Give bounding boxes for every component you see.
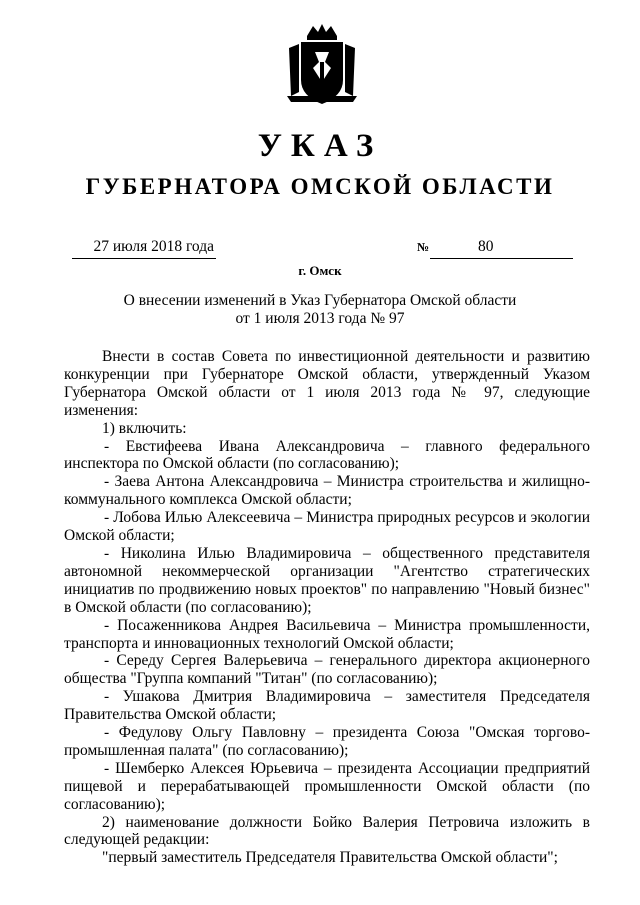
omsk-coat-of-arms-icon	[285, 22, 359, 108]
member-item: - Посаженникова Андрея Васильевича – Министра промышленности, транспорта и инновационных технологий Омской области;	[64, 616, 590, 652]
document-subtitle: ГУБЕРНАТОРА ОМСКОЙ ОБЛАСТИ	[85, 174, 555, 199]
document-heading	[0, 292, 640, 328]
member-item: - Середу Сергея Валерьевича – генерального директора акционерного общества "Группа компаний "Титан" (по согласованию);	[64, 652, 590, 688]
item-1: 1) включить:	[102, 419, 187, 437]
number-label: №	[417, 240, 430, 254]
member-item: - Заева Антона Александровича – Министра строительства и жилищно-коммунального комплекса Омской области;	[64, 473, 590, 509]
member-item: - Николина Илью Владимировича – общественного представителя автономной некоммерческой организации "Агентство стратегических инициатив по продвижению новых проектов" по направлению "Новый бизнес" в Омской области (по согласованию);	[64, 544, 590, 616]
member-item: - Шемберко Алексея Юрьевича – президента Ассоциации предприятий пищевой и перерабатывающей промышленности Омской области (по согласованию);	[64, 759, 590, 813]
member-item: - Евстифеева Ивана Александровича – главного федерального инспектора по Омской области (по согласованию);	[64, 437, 590, 473]
document-number: 80	[430, 236, 573, 259]
heading-line-2: от 1 июля 2013 года № 97	[235, 310, 405, 327]
document-body	[64, 348, 590, 867]
intro-paragraph: Внести в состав Совета по инвестиционной деятельности и развитию конкуренции при Губернаторе Омской области, утвержденный Указом Губернатора Омской области от 1 июля 2013 года № 97, следующие изменения:	[64, 348, 590, 419]
item-2: 2) наименование должности Бойко Валерия Петровича изложить в следующей редакции:	[64, 813, 590, 849]
heading-line-1: О внесении изменений в Указ Губернатора Омской области	[123, 292, 517, 309]
item-2-quote: "первый заместитель Председателя Правительства Омской области";	[102, 849, 558, 867]
member-item: - Федулову Ольгу Павловну – президента Союза "Омская торгово-промышленная палата" (по согласованию);	[64, 724, 590, 759]
document-title: УКАЗ	[257, 128, 383, 164]
member-item: - Лобова Илью Алексеевича – Министра природных ресурсов и экологии Омской области;	[64, 509, 590, 545]
member-item: - Ушакова Дмитрия Владимировича – заместителя Председателя Правительства Омской области;	[64, 688, 590, 724]
document-date: 27 июля 2018 года	[72, 236, 216, 259]
city: г. Омск	[298, 263, 342, 278]
